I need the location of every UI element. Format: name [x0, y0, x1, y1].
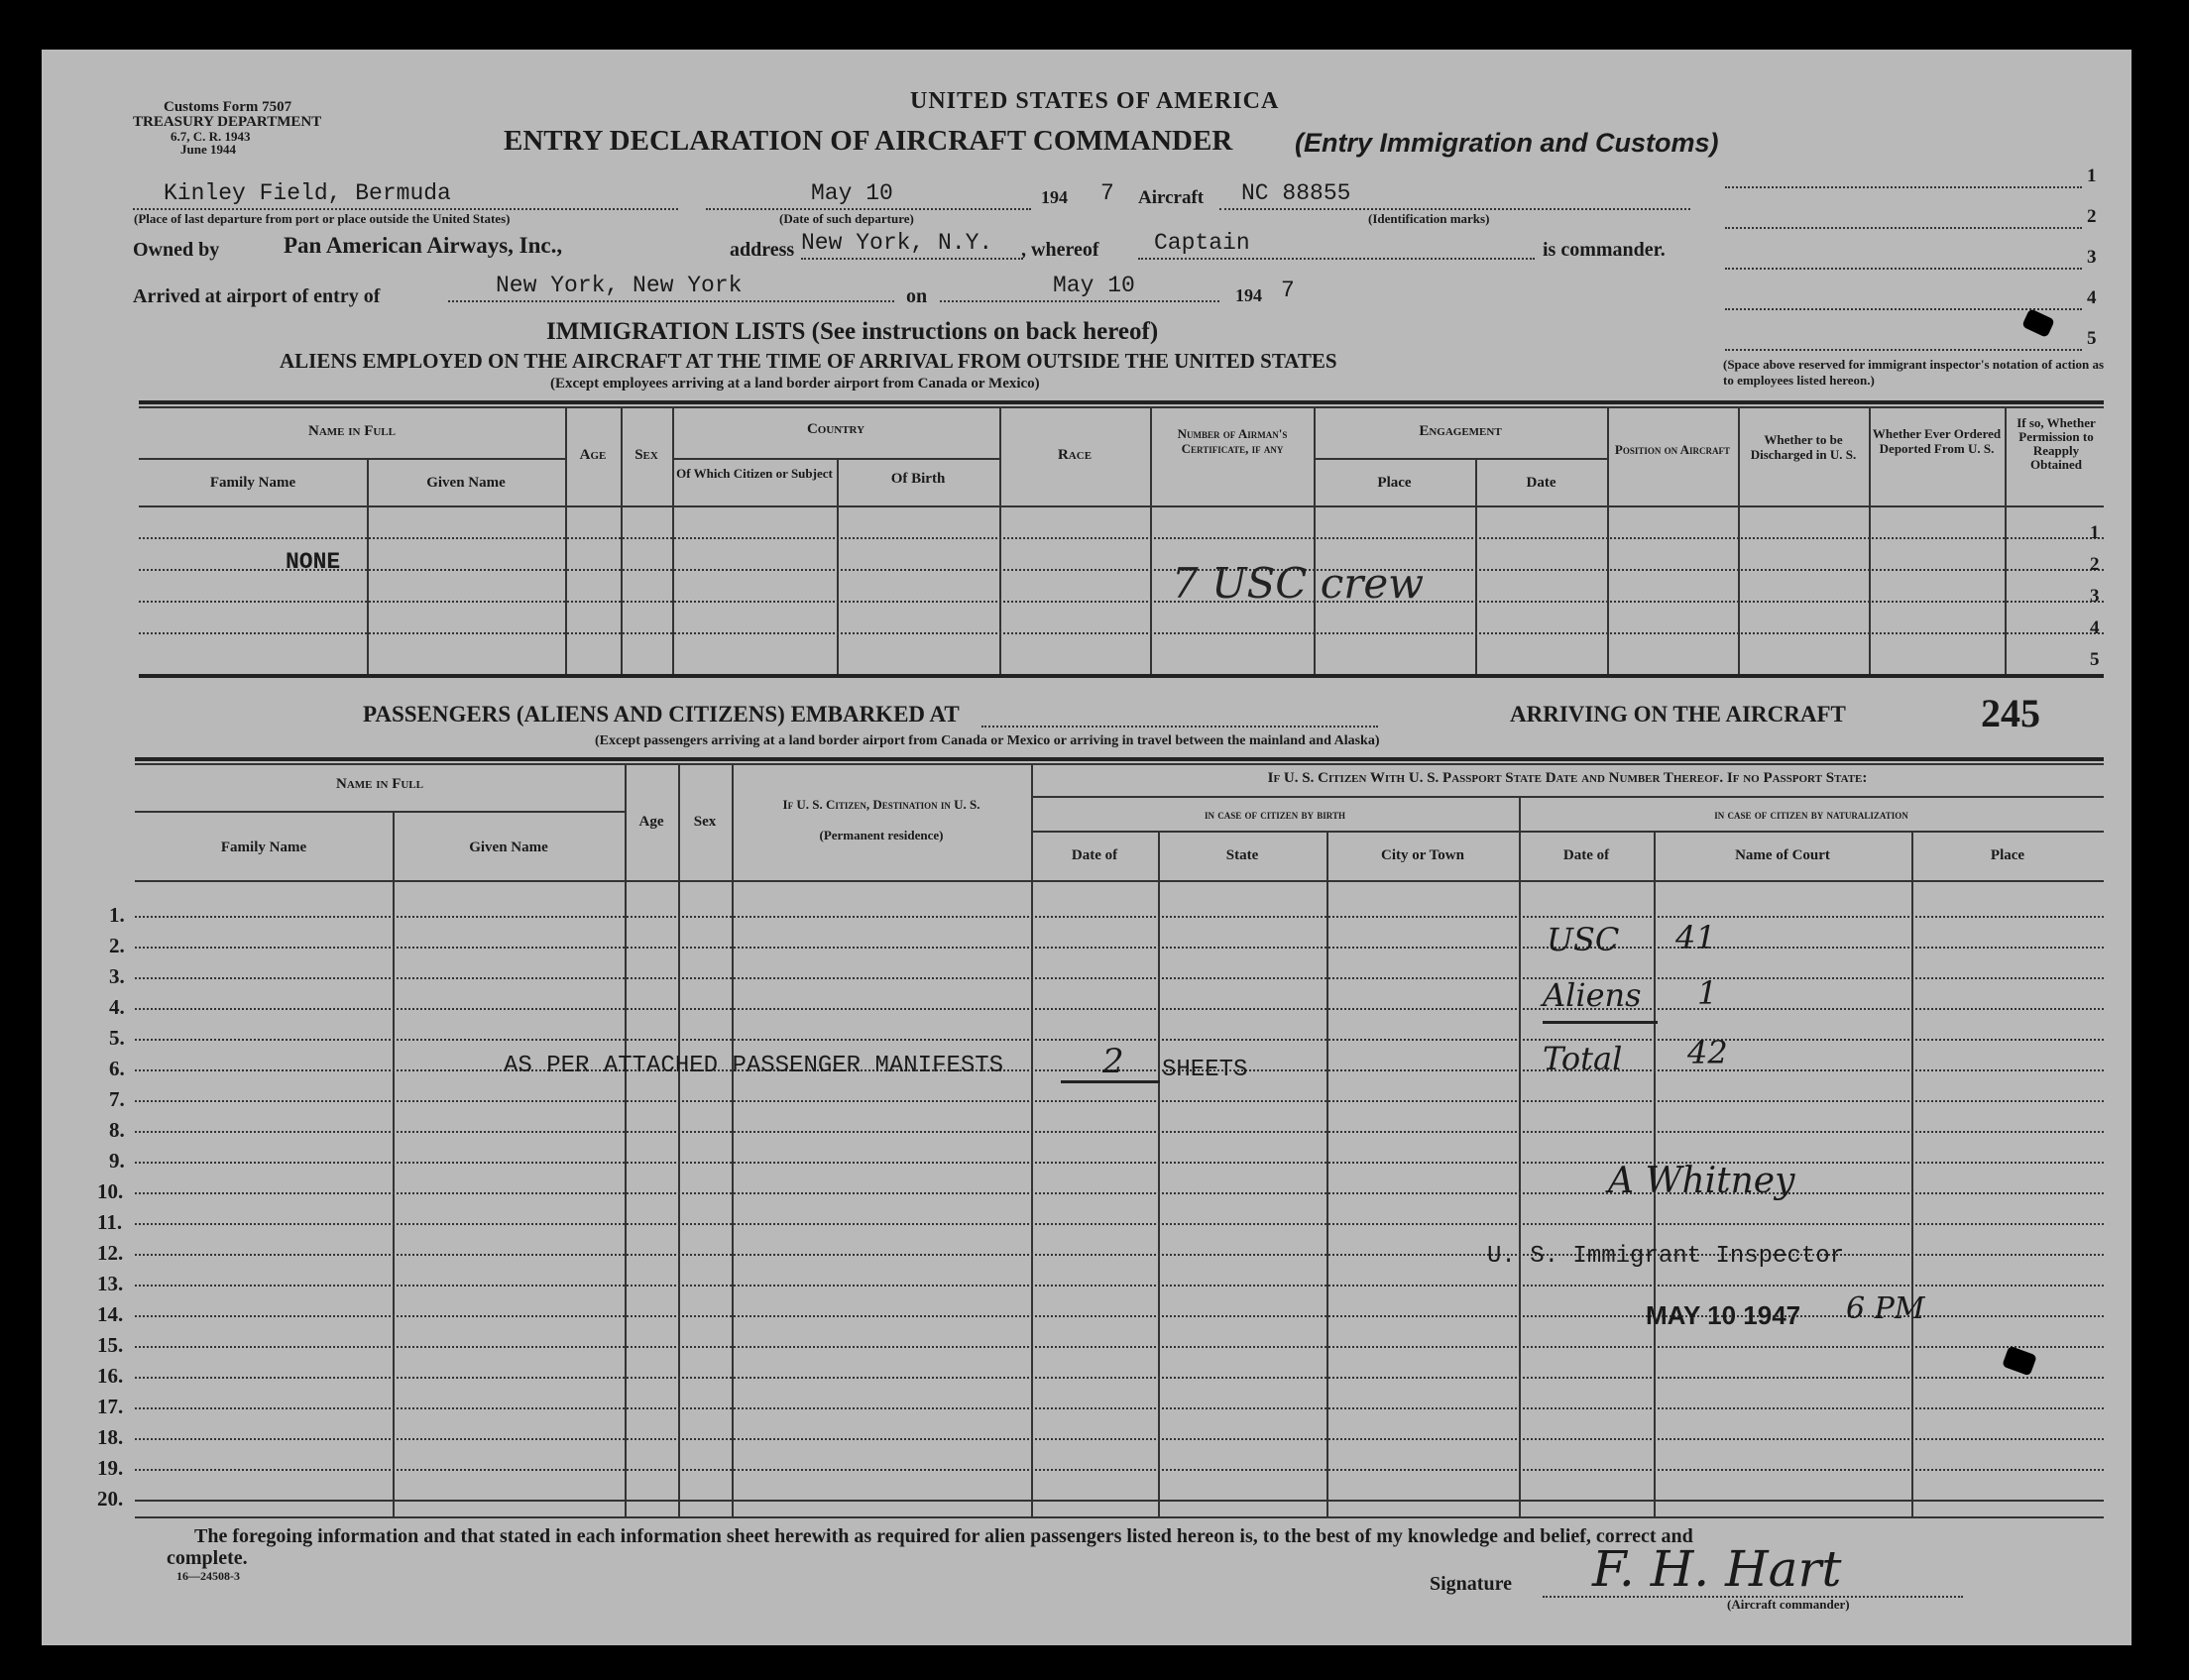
signature-caption: (Aircraft commander) [1727, 1597, 1850, 1612]
pax-row-5: 5. [109, 1026, 125, 1050]
imm-col-country: Country [806, 421, 865, 437]
imm-col-permission: If so, Whether Permission to Reapply Obtained [2016, 415, 2096, 472]
inspector-stamp-time: 6 PM [1846, 1291, 1925, 1326]
imm-col-date: Date [1526, 475, 1556, 491]
pax-row-2: 2. [109, 934, 125, 957]
imm-col-citizen-of: Of Which Citizen or Subject [676, 466, 833, 481]
imm-row-1: 1 [2090, 522, 2100, 543]
owner-address: New York, N.Y. [801, 230, 993, 256]
arrival-year-prefix: 194 [1235, 285, 1262, 305]
tally-total-label: Total [1543, 1040, 1623, 1077]
passengers-title: PASSENGERS (ALIENS AND CITIZENS) EMBARKED AT [363, 702, 960, 727]
imm-row-3: 3 [2090, 586, 2100, 607]
manifest-suffix: SHEETS [1162, 1057, 1248, 1083]
customs-form-number: Customs Form 7507 [164, 99, 292, 115]
aircraft-id-caption: (Identification marks) [1368, 211, 1490, 226]
arrival-year-digit: 7 [1281, 278, 1295, 303]
address-label: address [730, 239, 795, 261]
pax-row-1: 1. [109, 903, 125, 927]
pax-col-by-birth: in case of citizen by birth [1205, 807, 1345, 822]
pax-row-19: 19. [97, 1456, 124, 1480]
pax-row-7: 7. [109, 1087, 125, 1111]
tally-aliens-count: 1 [1697, 974, 1718, 1012]
signature-label: Signature [1430, 1573, 1512, 1595]
side-reserved-note: (Space above reserved for immigrant inspector's notation of action as to employees listed hereon.) [1723, 357, 2105, 388]
side-number-4: 4 [2087, 287, 2097, 308]
pax-row-18: 18. [97, 1425, 124, 1449]
arrival-airport: New York, New York [496, 273, 743, 298]
pax-col-sex: Sex [693, 814, 717, 830]
pax-col-date-of: Date of [1071, 847, 1118, 863]
pax-col-by-naturalization: in case of citizen by naturalization [1714, 807, 1908, 822]
whereof-label: , whereof [1021, 239, 1099, 261]
pax-row-12: 12. [97, 1241, 124, 1265]
imm-col-race: Race [1057, 447, 1093, 463]
tally-total-count: 42 [1687, 1034, 1728, 1071]
arrival-date: May 10 [1053, 273, 1135, 298]
imm-col-family-name: Family Name [209, 475, 296, 491]
departure-date-caption: (Date of such departure) [779, 211, 914, 226]
side-number-3: 3 [2087, 247, 2097, 268]
imm-col-birth: Of Birth [890, 471, 946, 487]
departure-year-digit: 7 [1100, 180, 1114, 206]
imm-row-2: 2 [2090, 554, 2100, 575]
tally-usc-label: USC [1547, 921, 1620, 958]
imm-row-4: 4 [2090, 617, 2100, 638]
manifest-count: 2 [1102, 1042, 1124, 1081]
commander-name: Captain [1154, 230, 1250, 256]
pax-row-14: 14. [97, 1302, 124, 1326]
pax-col-place: Place [1990, 847, 2025, 863]
pax-col-court: Name of Court [1735, 847, 1830, 863]
imm-handwritten-note: 7 USC crew [1172, 559, 1425, 608]
manifest-text: AS PER ATTACHED PASSENGER MANIFESTS [504, 1053, 1004, 1079]
departure-date: May 10 [811, 180, 893, 206]
imm-col-name-in-full: Name in Full [307, 423, 396, 439]
form-title: ENTRY DECLARATION OF AIRCRAFT COMMANDER [504, 125, 1233, 157]
tally-usc-count: 41 [1675, 919, 1716, 956]
side-number-2: 2 [2087, 206, 2097, 227]
imm-col-position: Position on Aircraft [1614, 442, 1731, 457]
country-heading: UNITED STATES OF AMERICA [910, 88, 1280, 114]
pax-row-10: 10. [97, 1179, 124, 1203]
aircraft-id: NC 88855 [1241, 180, 1351, 206]
pax-col-age: Age [638, 814, 664, 830]
pax-row-9: 9. [109, 1149, 125, 1173]
imm-entry-none: NONE [286, 549, 341, 575]
pax-row-8: 8. [109, 1118, 125, 1142]
imm-col-engagement: Engagement [1419, 423, 1502, 439]
tally-aliens-label: Aliens [1543, 976, 1642, 1014]
commander-suffix: is commander. [1543, 239, 1666, 261]
imm-col-discharged: Whether to be Discharged in U. S. [1750, 432, 1857, 462]
passengers-arriving: ARRIVING ON THE AIRCRAFT [1510, 702, 1846, 727]
inspector-initials: A Whitney [1608, 1161, 1795, 1201]
side-number-1: 1 [2087, 166, 2097, 186]
side-number-5: 5 [2087, 328, 2097, 349]
pax-col-city: City or Town [1381, 847, 1464, 863]
pax-col-state: State [1225, 847, 1259, 863]
pax-col-name-in-full: Name in Full [335, 776, 423, 792]
passengers-number: 245 [1981, 691, 2040, 735]
pax-row-3: 3. [109, 964, 125, 988]
pax-row-17: 17. [97, 1395, 124, 1418]
form-number: 16—24508-3 [176, 1569, 240, 1583]
regulation-ref: 6.7, C. R. 1943 [171, 129, 251, 144]
imm-col-age: Age [579, 447, 607, 463]
imm-col-certificate: Number of Airman's Certificate, if any [1177, 426, 1288, 456]
departure-place: Kinley Field, Bermuda [164, 180, 451, 206]
owned-by-label: Owned by [133, 239, 220, 261]
inspector-stamp-date: MAY 10 1947 [1646, 1300, 1801, 1330]
departure-year-prefix: 194 [1041, 187, 1068, 207]
pax-row-13: 13. [97, 1272, 124, 1295]
imm-col-deported: Whether Ever Ordered Deported From U. S. [1872, 426, 2002, 456]
form-subtitle: (Entry Immigration and Customs) [1295, 128, 1719, 158]
arrived-label: Arrived at airport of entry of [133, 285, 381, 307]
on-label: on [906, 285, 928, 307]
certification-end: complete. [167, 1547, 248, 1569]
commander-signature: F. H. Hart [1592, 1540, 1842, 1598]
treasury-department: TREASURY DEPARTMENT [133, 114, 322, 130]
pax-col-given-name: Given Name [469, 840, 548, 855]
imm-col-place: Place [1377, 475, 1412, 491]
immigration-title: IMMIGRATION LISTS (See instructions on back hereof) [546, 318, 1159, 345]
pax-row-11: 11. [97, 1210, 123, 1234]
passengers-note: (Except passengers arriving at a land border airport from Canada or Mexico or arriving in travel between the mainland and Alaska) [595, 733, 1380, 748]
pax-col-family-name: Family Name [220, 840, 307, 855]
aircraft-label: Aircraft [1138, 187, 1205, 208]
pax-row-20: 20. [97, 1487, 124, 1511]
imm-row-5: 5 [2090, 649, 2100, 670]
inspector-title: U. S. Immigrant Inspector [1487, 1243, 1845, 1270]
imm-col-given-name: Given Name [426, 475, 506, 491]
pax-row-15: 15. [97, 1333, 124, 1357]
departure-place-caption: (Place of last departure from port or place outside the United States) [134, 211, 511, 226]
pax-col-date-of-naturalization: Date of [1562, 847, 1610, 863]
edition-date: June 1944 [180, 142, 236, 157]
pax-row-4: 4. [109, 995, 125, 1019]
immigration-note: (Except employees arriving at a land border airport from Canada or Mexico) [550, 376, 1040, 392]
pax-col-destination-sub: (Permanent residence) [819, 828, 944, 842]
pax-col-destination: If U. S. Citizen, Destination in U. S. [782, 797, 980, 812]
certification-text: The foregoing information and that stated in each information sheet herewith as required for alien passengers listed hereon is, to the best of my knowledge and belief, correct and [194, 1525, 1693, 1547]
pax-col-passport: If U. S. Citizen With U. S. Passport State Date and Number Thereof. If no Passport State: [1267, 770, 1868, 786]
imm-col-sex: Sex [634, 447, 658, 463]
immigration-subtitle: ALIENS EMPLOYED ON THE AIRCRAFT AT THE TIME OF ARRIVAL FROM OUTSIDE THE UNITED STATES [280, 349, 1337, 373]
pax-row-6: 6. [109, 1057, 125, 1080]
owner-name: Pan American Airways, Inc., [284, 233, 563, 258]
pax-row-16: 16. [97, 1364, 124, 1388]
